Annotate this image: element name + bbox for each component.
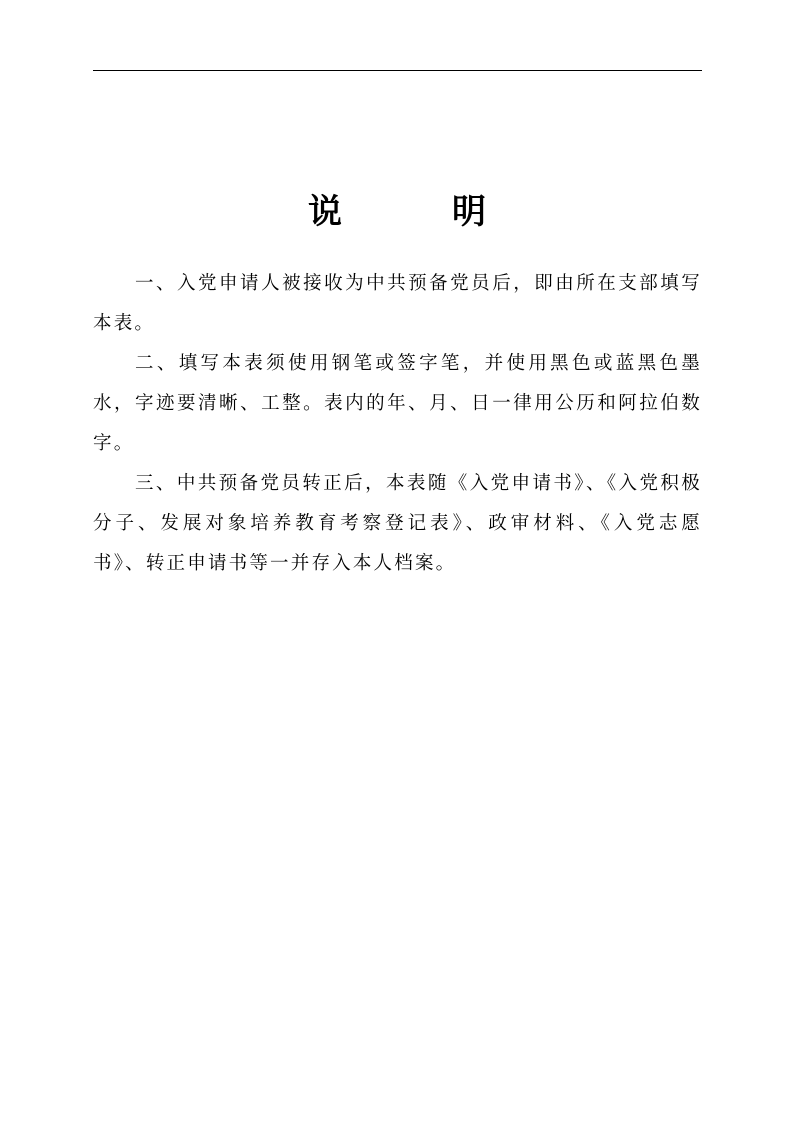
instruction-paragraph-2: 二、填写本表须使用钢笔或签字笔，并使用黑色或蓝黑色墨水，字迹要清晰、工整。表内的年、月、日一律用公历和阿拉伯数字。: [93, 353, 702, 454]
instructions-body: [93, 264, 702, 584]
header-rule: [93, 70, 702, 71]
instruction-paragraph-1: 一、入党申请人被接收为中共预备党员后，即由所在支部填写本表。: [93, 273, 702, 334]
page-title: 说 明: [308, 192, 524, 232]
instruction-paragraph-3: 三、中共预备党员转正后，本表随《入党申请书》、《入党积极分子、发展对象培养教育考察登记表》、政审材料、《入党志愿书》、转正申请书等一并存入本人档案。: [93, 473, 702, 574]
